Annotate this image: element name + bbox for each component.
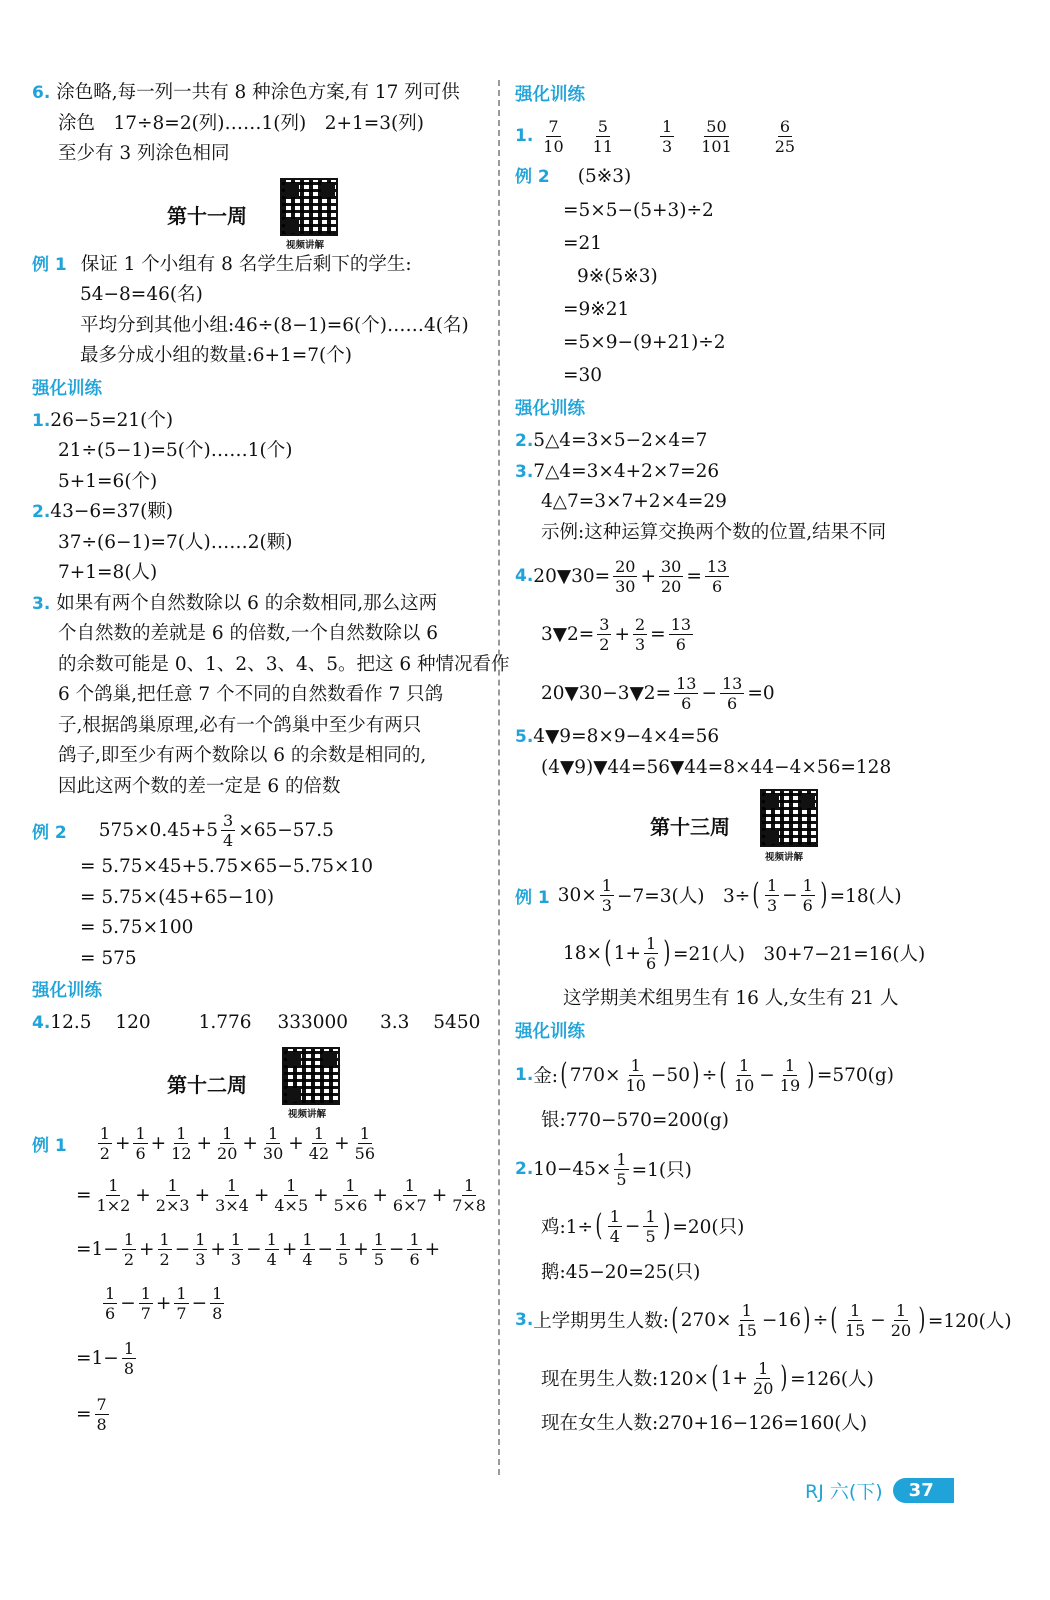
left-column — [32, 78, 510, 1443]
r-r3-line3: 现在女生人数:270+16−126=160(人) — [541, 1413, 868, 1434]
fraction: $\frac{1}{12}$ — [171, 1124, 192, 1163]
page-number: 37 — [893, 1478, 954, 1503]
q3-line3: 的余数可能是 0、1、2、3、4、5。把这 6 种情况看作 — [58, 653, 510, 675]
q6-line2: 涂色 17÷8=2(列)……1(列) 2+1=3(列) — [58, 112, 424, 134]
ex3-line5: = 1 − 1 8 — [76, 1339, 134, 1378]
r-ex2-line1: 例 2 (5※3) — [515, 166, 632, 187]
q4-line: 4.12.5 120 1.776 333000 3.3 5450 — [32, 1012, 481, 1033]
r-ex2-line6: =5×9−(9+21)÷2 — [563, 332, 726, 353]
q1-line1: 1.26−5=21(个) — [32, 409, 174, 431]
r-q5-line1: 5.4▼9=8×9−4×4=56 — [515, 726, 720, 747]
fraction: $\frac{1}{5\times 6}$ — [333, 1176, 368, 1215]
fraction: $\frac{1}{56}$ — [354, 1124, 376, 1163]
fraction: $\frac{1}{7\times 8}$ — [452, 1176, 486, 1215]
r-r1-line2: 银:770−570=200(g) — [541, 1110, 729, 1131]
fraction: $\frac{1}{6}$ — [409, 1230, 420, 1269]
fraction: $\frac{1}{2}$ — [123, 1230, 134, 1269]
fraction: $\frac{1}{7}$ — [140, 1284, 151, 1323]
r-ex13-line1: 例 1 30× $\frac{1}{3}$ −7=3(人) 3÷ ( 1 3 − 1 6 ) =18(人) — [515, 875, 902, 915]
week13-header — [515, 783, 1015, 867]
r-ex2-line4: 9※(5※3) — [577, 266, 658, 287]
qr-code-icon[interactable] — [280, 178, 338, 236]
ex2-line5: = 575 — [80, 947, 137, 969]
q1-line3: 5+1=6(个) — [58, 470, 158, 492]
fraction: $\frac{1}{4\times 5}$ — [274, 1176, 309, 1215]
q3-line6: 鸽子,即至少有两个数除以 6 的余数是相同的, — [58, 745, 427, 766]
fraction: $\frac{1}{3}$ — [195, 1230, 206, 1269]
page-footer — [805, 1477, 954, 1504]
qr-caption: 视频讲解 — [286, 239, 325, 251]
book-code: RJ 六(下) — [805, 1481, 883, 1503]
ex2-line1: 例 2 575×0.45+5 $\frac{3}{4}$ ×65−57.5 — [32, 810, 334, 850]
fraction: $\frac{1}{8}$ — [212, 1284, 223, 1323]
section-heading: 强化训练 — [515, 1022, 585, 1042]
fraction: $\frac{1}{6}$ — [135, 1124, 146, 1163]
week11-title: 第十一周 — [167, 203, 247, 228]
r-q3-line2: 4△7=3×7+2×4=29 — [541, 491, 727, 512]
fraction: 1 1×2 — [96, 1176, 131, 1215]
ex1-line4: 最多分成小组的数量:6+1=7(个) — [80, 345, 352, 366]
r-r2-line3: 鹅:45−20=25(只) — [541, 1262, 701, 1283]
r-q4-line1: 4. 20▼30= $\frac{20}{30}$ + 30 20 = 13 6 — [515, 556, 728, 596]
fraction: $\frac{1}{3}$ — [230, 1230, 242, 1269]
fraction: $\frac{1}{42}$ — [308, 1124, 330, 1163]
fraction: 1 2 — [99, 1124, 110, 1163]
ex3-line2: = 1 1×2 + $\frac{1}{2\times 3}$ + $\frac{1}{3\times 4}$ + $\frac{1}{4\times 5}$ + $\frac{1}{5\times 6}$ + $\frac{1}{6\times 7}$ + $\frac{1}{7\times 8}$ — [76, 1176, 486, 1215]
q3-line1: 3. 如果有两个自然数除以 6 的余数相同,那么这两 — [32, 592, 438, 614]
right-column — [515, 78, 1015, 1441]
ex3-line4: 1 6 − $\frac{1}{7}$ + $\frac{1}{7}$ − $\frac{1}{8}$ — [105, 1284, 223, 1323]
fraction: $\frac{1}{5}$ — [373, 1230, 384, 1269]
r-q5-line2: (4▼9)▼44=56▼44=8×44−4×56=128 — [541, 756, 892, 778]
section-heading: 强化训练 — [32, 378, 102, 399]
r-q2-line: 2.5△4=3×5−2×4=7 — [515, 430, 708, 451]
section-heading: 强化训练 — [32, 981, 102, 1001]
r-r1-line1: 1. 金: ( 770× $\frac{1}{10}$ −50 ) ÷ ( 1 10 − 1 19 ) =570(g) — [515, 1055, 894, 1095]
r-q4-line2: 3▼2= $\frac{3}{2}$ + 2 3 = 13 6 — [541, 614, 692, 654]
qr-caption: 视频讲解 — [765, 852, 804, 863]
week13-title: 第十三周 — [650, 815, 730, 839]
q6-line3: 至少有 3 列涂色相同 — [58, 143, 230, 164]
q2-line2: 37÷(6−1)=7(人)……2(颗) — [58, 531, 293, 553]
week12-title: 第十二周 — [167, 1072, 247, 1097]
fraction: $\frac{1}{2\times 3}$ — [155, 1176, 190, 1215]
r-r2-line2: 鸡:1÷ ( 1 4 − 1 5 ) =20(只) — [541, 1206, 745, 1246]
q3-line4: 6 个鸽巢,把任意 7 个不同的自然数看作 7 只鸽 — [58, 684, 444, 705]
week11-header — [32, 170, 487, 250]
qr-caption: 视频讲解 — [288, 1108, 327, 1120]
r-ex13-line2: 18× ( 1+ 1 6 ) =21(人) 30+7−21=16(人) — [563, 933, 926, 973]
ex1-line3: 平均分到其他小组:46÷(8−1)=6(个)……4(名) — [80, 314, 469, 336]
q3-line7: 因此这两个数的差一定是 6 的倍数 — [58, 775, 341, 797]
fraction: $\frac{1}{4}$ — [302, 1230, 313, 1269]
q2-line3: 7+1=8(人) — [58, 562, 158, 583]
fraction: $\frac{1}{3\times 4}$ — [215, 1176, 249, 1215]
r-ex13-line3: 这学期美术组男生有 16 人,女生有 21 人 — [563, 988, 899, 1009]
r-ex2-line3: =21 — [563, 233, 603, 254]
ex1-line1: 例 1 保证 1 个小组有 8 名学生后剩下的学生: — [32, 253, 412, 275]
ex3-line6: = 7 8 — [76, 1395, 107, 1434]
fraction: $\frac{1}{20}$ — [217, 1124, 238, 1163]
qr-code-icon[interactable] — [760, 789, 818, 847]
qr-code-icon[interactable] — [282, 1047, 340, 1105]
column-divider — [498, 80, 500, 1475]
fraction: $\frac{1}{7}$ — [176, 1284, 187, 1323]
fraction: $\frac{1}{6\times 7}$ — [392, 1176, 427, 1215]
ex2-line4: = 5.75×100 — [80, 917, 194, 938]
q6-line1: 6. 涂色略,每一列一共有 8 种涂色方案,有 17 列可供 — [32, 82, 460, 103]
r-q4-line3: 20▼30−3▼2= $\frac{13}{6}$ − 13 6 = 0 — [541, 673, 775, 713]
fraction: $\frac{1}{30}$ — [262, 1124, 284, 1163]
r-ex2-line2: =5×5−(5+3)÷2 — [563, 200, 714, 221]
r-r3-line2: 现在男生人数:120× ( 1+ 1 20 ) =126(人) — [541, 1358, 874, 1398]
r-ex2-line5: =9※21 — [563, 299, 630, 320]
section-heading: 强化训练 — [515, 399, 585, 419]
r-r3-line1: 3. 上学期男生人数: ( 270× $\frac{1}{15}$ −16 ) ÷ ( 1 15 − 1 20 ) =120(人) — [515, 1300, 1012, 1340]
ex1-line2: 54−8=46(名) — [80, 284, 203, 305]
ex2-line3: = 5.75×(45+65−10) — [80, 886, 275, 908]
q3-line2: 个自然数的差就是 6 的倍数,一个自然数除以 6 — [58, 623, 439, 644]
fraction: $\frac{1}{4}$ — [266, 1230, 277, 1269]
r-q1-line: 1. 7 10 5 11 1 3 50 101 6 25 — [515, 116, 796, 156]
q1-line2: 21÷(5−1)=5(个)……1(个) — [58, 440, 293, 461]
ex3-line3: = 1 − $\frac{1}{2}$ + $\frac{1}{2}$ − $\frac{1}{3}$ + $\frac{1}{3}$ − $\frac{1}{4}$ + $\frac{1}{4}$ − $\frac{1}{5}$ + $\frac{1}{5}$ − $\frac{1}{6}$ + — [76, 1230, 441, 1269]
fraction: $\frac{1}{2}$ — [159, 1230, 170, 1269]
fraction: $\frac{1}{5}$ — [338, 1230, 349, 1269]
r-q3-line3: 示例:这种运算交换两个数的位置,结果不同 — [541, 521, 887, 543]
q2-line1: 2.43−6=37(颗) — [32, 501, 174, 522]
r-q3-line1: 3.7△4=3×4+2×7=26 — [515, 460, 720, 482]
week12-header — [32, 1039, 487, 1119]
fraction: 1 6 — [105, 1284, 116, 1323]
q3-line5: 子,根据鸽巢原理,必有一个鸽巢中至少有两只 — [58, 714, 422, 736]
r-ex2-line7: =30 — [563, 365, 603, 386]
r-r2-line1: 2. 10−45× $\frac{1}{5}$ =1(只) — [515, 1149, 692, 1189]
section-heading: 强化训练 — [515, 85, 585, 105]
ex3-line1: 例 1 1 2 + $\frac{1}{6}$ + $\frac{1}{12}$ + $\frac{1}{20}$ + $\frac{1}{30}$ + $\frac{1}{42}$ + $\frac{1}{56}$ — [32, 1124, 376, 1163]
ex2-line2: = 5.75×45+5.75×65−5.75×10 — [80, 856, 374, 877]
